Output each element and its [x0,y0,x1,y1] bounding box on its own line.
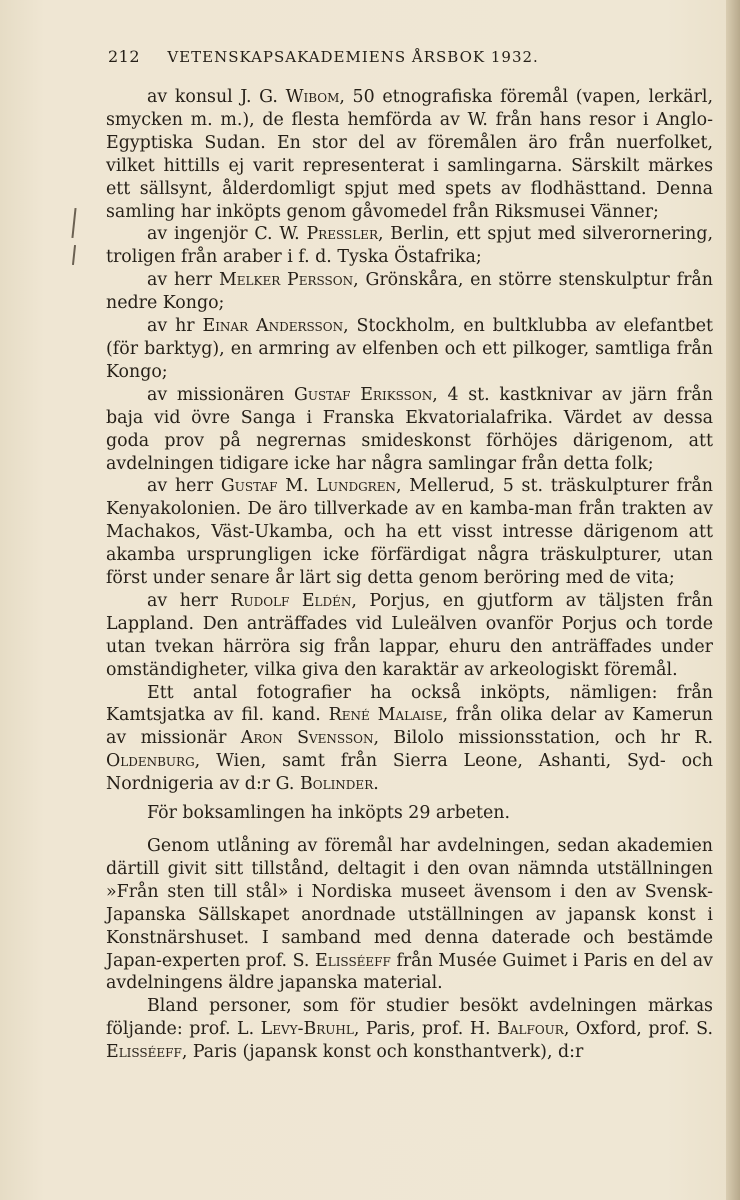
paragraph [106,475,713,590]
person-name: René Malaise [328,705,443,726]
text-run: , Paris, prof. H. [353,1019,498,1040]
text-run: , Paris (japansk konst och konsthantverk), d:r [181,1042,584,1063]
person-name: Balfour [497,1019,564,1040]
text-run: , Grönskåra, en större stenskulptur från nedre Kongo; [106,270,713,314]
person-name: Lundgren [316,476,396,497]
text-run: , Stockholm, en bultklubba av elefantbet (för barktyg), en armring av elfenben och ett pilkoger, samtliga från Kongo; [106,316,714,382]
running-title: VETENSKAPSAKADEMIENS ÅRSBOK 1932. [167,48,539,66]
text-run: av missionären [147,384,294,405]
text-run: Ett antal fotografier ha också inköpts, nämligen: från Kamtsjatka av fil. kand. [106,682,713,726]
text-run: av herr [147,270,219,291]
paragraph [106,802,713,825]
running-header [108,47,608,66]
text-run: För boksamlingen ha inköpts 29 arbeten. [147,803,511,824]
text-run: av hr [147,316,203,337]
paragraph [106,995,713,1064]
paragraph [106,384,713,476]
text-run: , Mellerud, 5 st. träskulpturer från Kenyakolonien. De äro tillverkade av en kamba-man från trakten av Machakos, Väst-Ukamba, och ha ett visst intresse därigenom att akamba ursprungligen icke förfärdigat några träskulpturer, utan först under senare år lärt sig detta genom beröring med de vita; [106,476,713,589]
text-run: av herr [147,476,221,497]
page-number: 212 [108,47,141,66]
text-run: M. [277,476,317,497]
text-run: , Bilolo missionsstation, och hr R. [373,728,713,749]
text-run: , 4 st. kastknivar av järn från baja vid övre Sanga i Franska Ekvatorialafrika. Värdet av dessa goda prov på negrernas smideskonst förhöjes därigenom, att avdelningen tidigare icke har några samlingar från detta folk; [106,384,713,474]
text-run: av ingenjör C. W. [147,224,307,245]
body-text [106,86,713,1064]
text-run: , Berlin, ett spjut med silverornering, troligen från araber i f. d. Tyska Östafrika; [106,224,713,268]
person-name: Einar Andersson [202,316,344,337]
paragraph [106,223,713,269]
person-name: Rudolf Eldén [230,590,352,611]
text-run: av herr [147,590,231,611]
page-edge [726,0,740,1200]
paragraph [106,682,713,797]
paragraph [106,86,713,223]
text-run: , från olika delar av Kamerun av missionär [106,705,713,749]
person-name: Levy-Bruhl [260,1019,354,1040]
person-name: Melker Persson [218,270,354,291]
paragraph [106,315,713,384]
text-run: Bland personer, som för studier besökt avdelningen märkas följande: prof. L. [106,996,713,1040]
person-name: Elisséeff [315,950,391,971]
paragraph [106,269,713,315]
person-name: Oldenburg [106,751,195,772]
person-name: Pressler [306,224,378,245]
text-run: , Porjus, en gjutform av täljsten från Lappland. Den anträffades vid Luleälven ovanför Porjus och torde utan tvekan härröra sig från lappar, ehuru den anträffades under omständigheter, vilka giva den karaktär av arkeologiskt föremål. [106,590,713,680]
paragraph [106,590,713,682]
person-name: Gustaf Eriksson [293,384,433,405]
person-name: Bolinder [299,774,374,795]
text-run: , 50 etnografiska föremål (vapen, lerkärl, smycken m. m.), de flesta hemförda av W. från hans resor i Anglo-Egyptiska Sudan. En stor del av föremålen äro från nuerfolket, vilket hittills ej varit representerat i samlingarna. Särskilt märkes ett sällsynt, ålderdomligt spjut med spets av flodhästtand. Denna samling har inköpts genom gåvomedel från Riksmusei Vänner; [106,87,713,222]
text-run: , Oxford, prof. S. [563,1019,713,1040]
text-run: . [373,774,379,795]
person-name: Elisséeff [106,1042,182,1063]
paragraph [106,835,713,995]
text-run: Genom utlåning av föremål har avdelningen, sedan akademien därtill givit sitt tillstånd, deltagit i den ovan nämnda utställningen »Från sten till stål» i Nordiska museet ävensom i den av Svensk-Japanska Sällskapet anordnade utställningen av japansk konst i Konstnärshuset. I samband med denna daterade och bestämde Japan-experten prof. S. [106,836,713,971]
person-name: Wibom [285,87,340,107]
person-name: Gustaf [220,476,278,497]
text-run: från Musée Guimet i Paris en del av avdelningens äldre japanska material. [106,950,713,994]
person-name: Aron Svensson [240,728,374,749]
text-run: , Wien, samt från Sierra Leone, Ashanti, Syd- och Nordnigeria av d:r G. [106,751,713,795]
text-run: av konsul J. G. [147,87,286,107]
